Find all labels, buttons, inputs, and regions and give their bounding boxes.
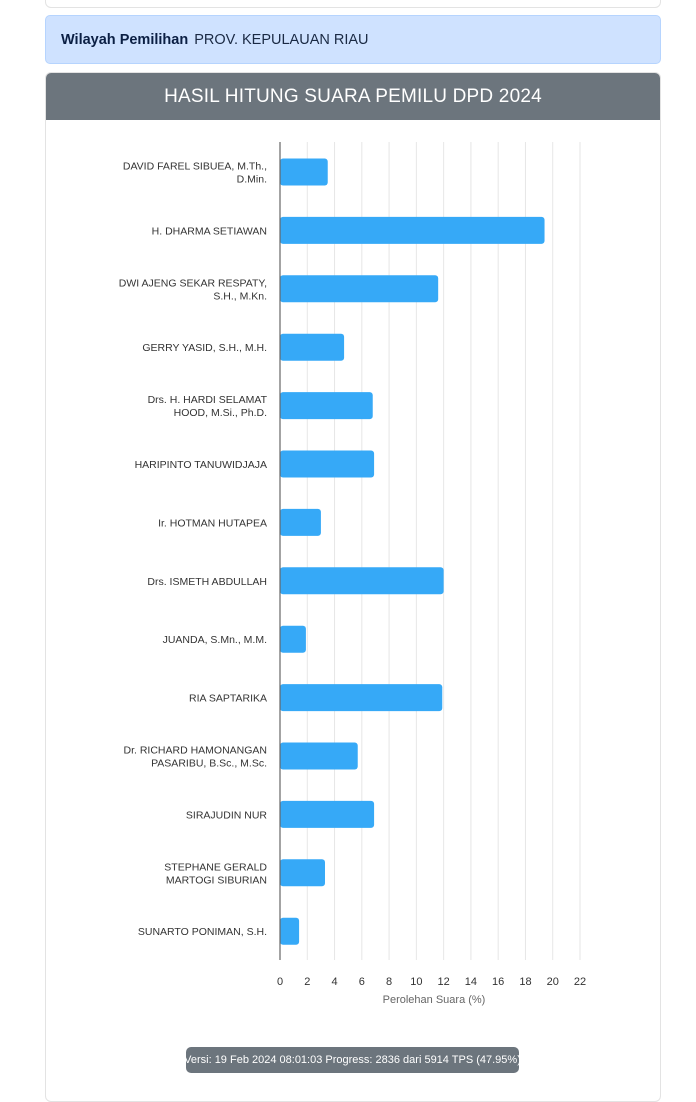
category-label-12: STEPHANE GERALD MARTOGI SIBURIAN [164,861,267,887]
category-label-9: RIA SAPTARIKA [189,692,267,705]
category-label-4: Drs. H. HARDI SELAMAT HOOD, M.Si., Ph.D. [147,394,267,420]
category-label-3: GERRY YASID, S.H., M.H. [142,342,267,355]
category-label-0: DAVID FAREL SIBUEA, M.Th., D.Min. [122,160,267,186]
bar-9 [280,684,442,711]
bar-2 [280,275,438,302]
bar-0 [280,159,328,186]
bar-3 [280,334,344,361]
category-label-1: H. DHARMA SETIAWAN [151,225,267,238]
category-label-11: SIRAJUDIN NUR [185,809,267,822]
bar-8 [280,626,306,653]
x-tick-label-1: 2 [304,976,311,988]
x-tick-label-9: 18 [519,976,532,988]
x-tick-label-8: 16 [492,976,505,988]
x-tick-label-6: 12 [437,976,450,988]
category-label-7: Drs. ISMETH ABDULLAH [147,575,267,588]
x-axis-label: Perolehan Suara (%) [382,994,486,1006]
bar-4 [280,392,373,419]
x-tick-label-2: 4 [331,976,338,988]
x-tick-label-0: 0 [276,976,284,988]
x-tick-label-10: 20 [546,976,559,988]
bar-10 [280,743,358,770]
bar-1 [280,217,545,244]
x-tick-label-11: 22 [573,976,587,988]
bar-12 [280,859,325,886]
category-label-2: DWI AJENG SEKAR RESPATY, S.H., M.Kn. [118,277,267,303]
region-label: Wilayah Pemilihan [61,31,189,48]
bar-6 [280,509,321,536]
category-label-13: SUNARTO PONIMAN, S.H. [137,926,267,939]
x-tick-label-5: 10 [410,976,423,988]
bar-5 [280,451,374,478]
bar-7 [280,567,444,594]
card-title: HASIL HITUNG SUARA PEMILU DPD 2024 [46,73,660,120]
bar-13 [280,918,299,945]
status-badge: Versi: 19 Feb 2024 08:01:03 Progress: 2836 dari 5914 TPS (47.95%) [186,1047,519,1073]
category-label-8: JUANDA, S.Mn., M.M. [162,634,267,647]
x-tick-label-3: 6 [358,976,365,988]
x-tick-label-7: 14 [464,976,478,988]
category-label-6: Ir. HOTMAN HUTAPEA [158,517,267,530]
category-label-10: Dr. RICHARD HAMONANGAN PASARIBU, B.Sc., M.Sc. [123,744,267,770]
bar-11 [280,801,374,828]
category-label-5: HARIPINTO TANUWIDJAJA [134,459,267,471]
x-tick-label-4: 8 [386,976,393,988]
region-value: PROV. KEPULAUAN RIAU [194,31,369,48]
